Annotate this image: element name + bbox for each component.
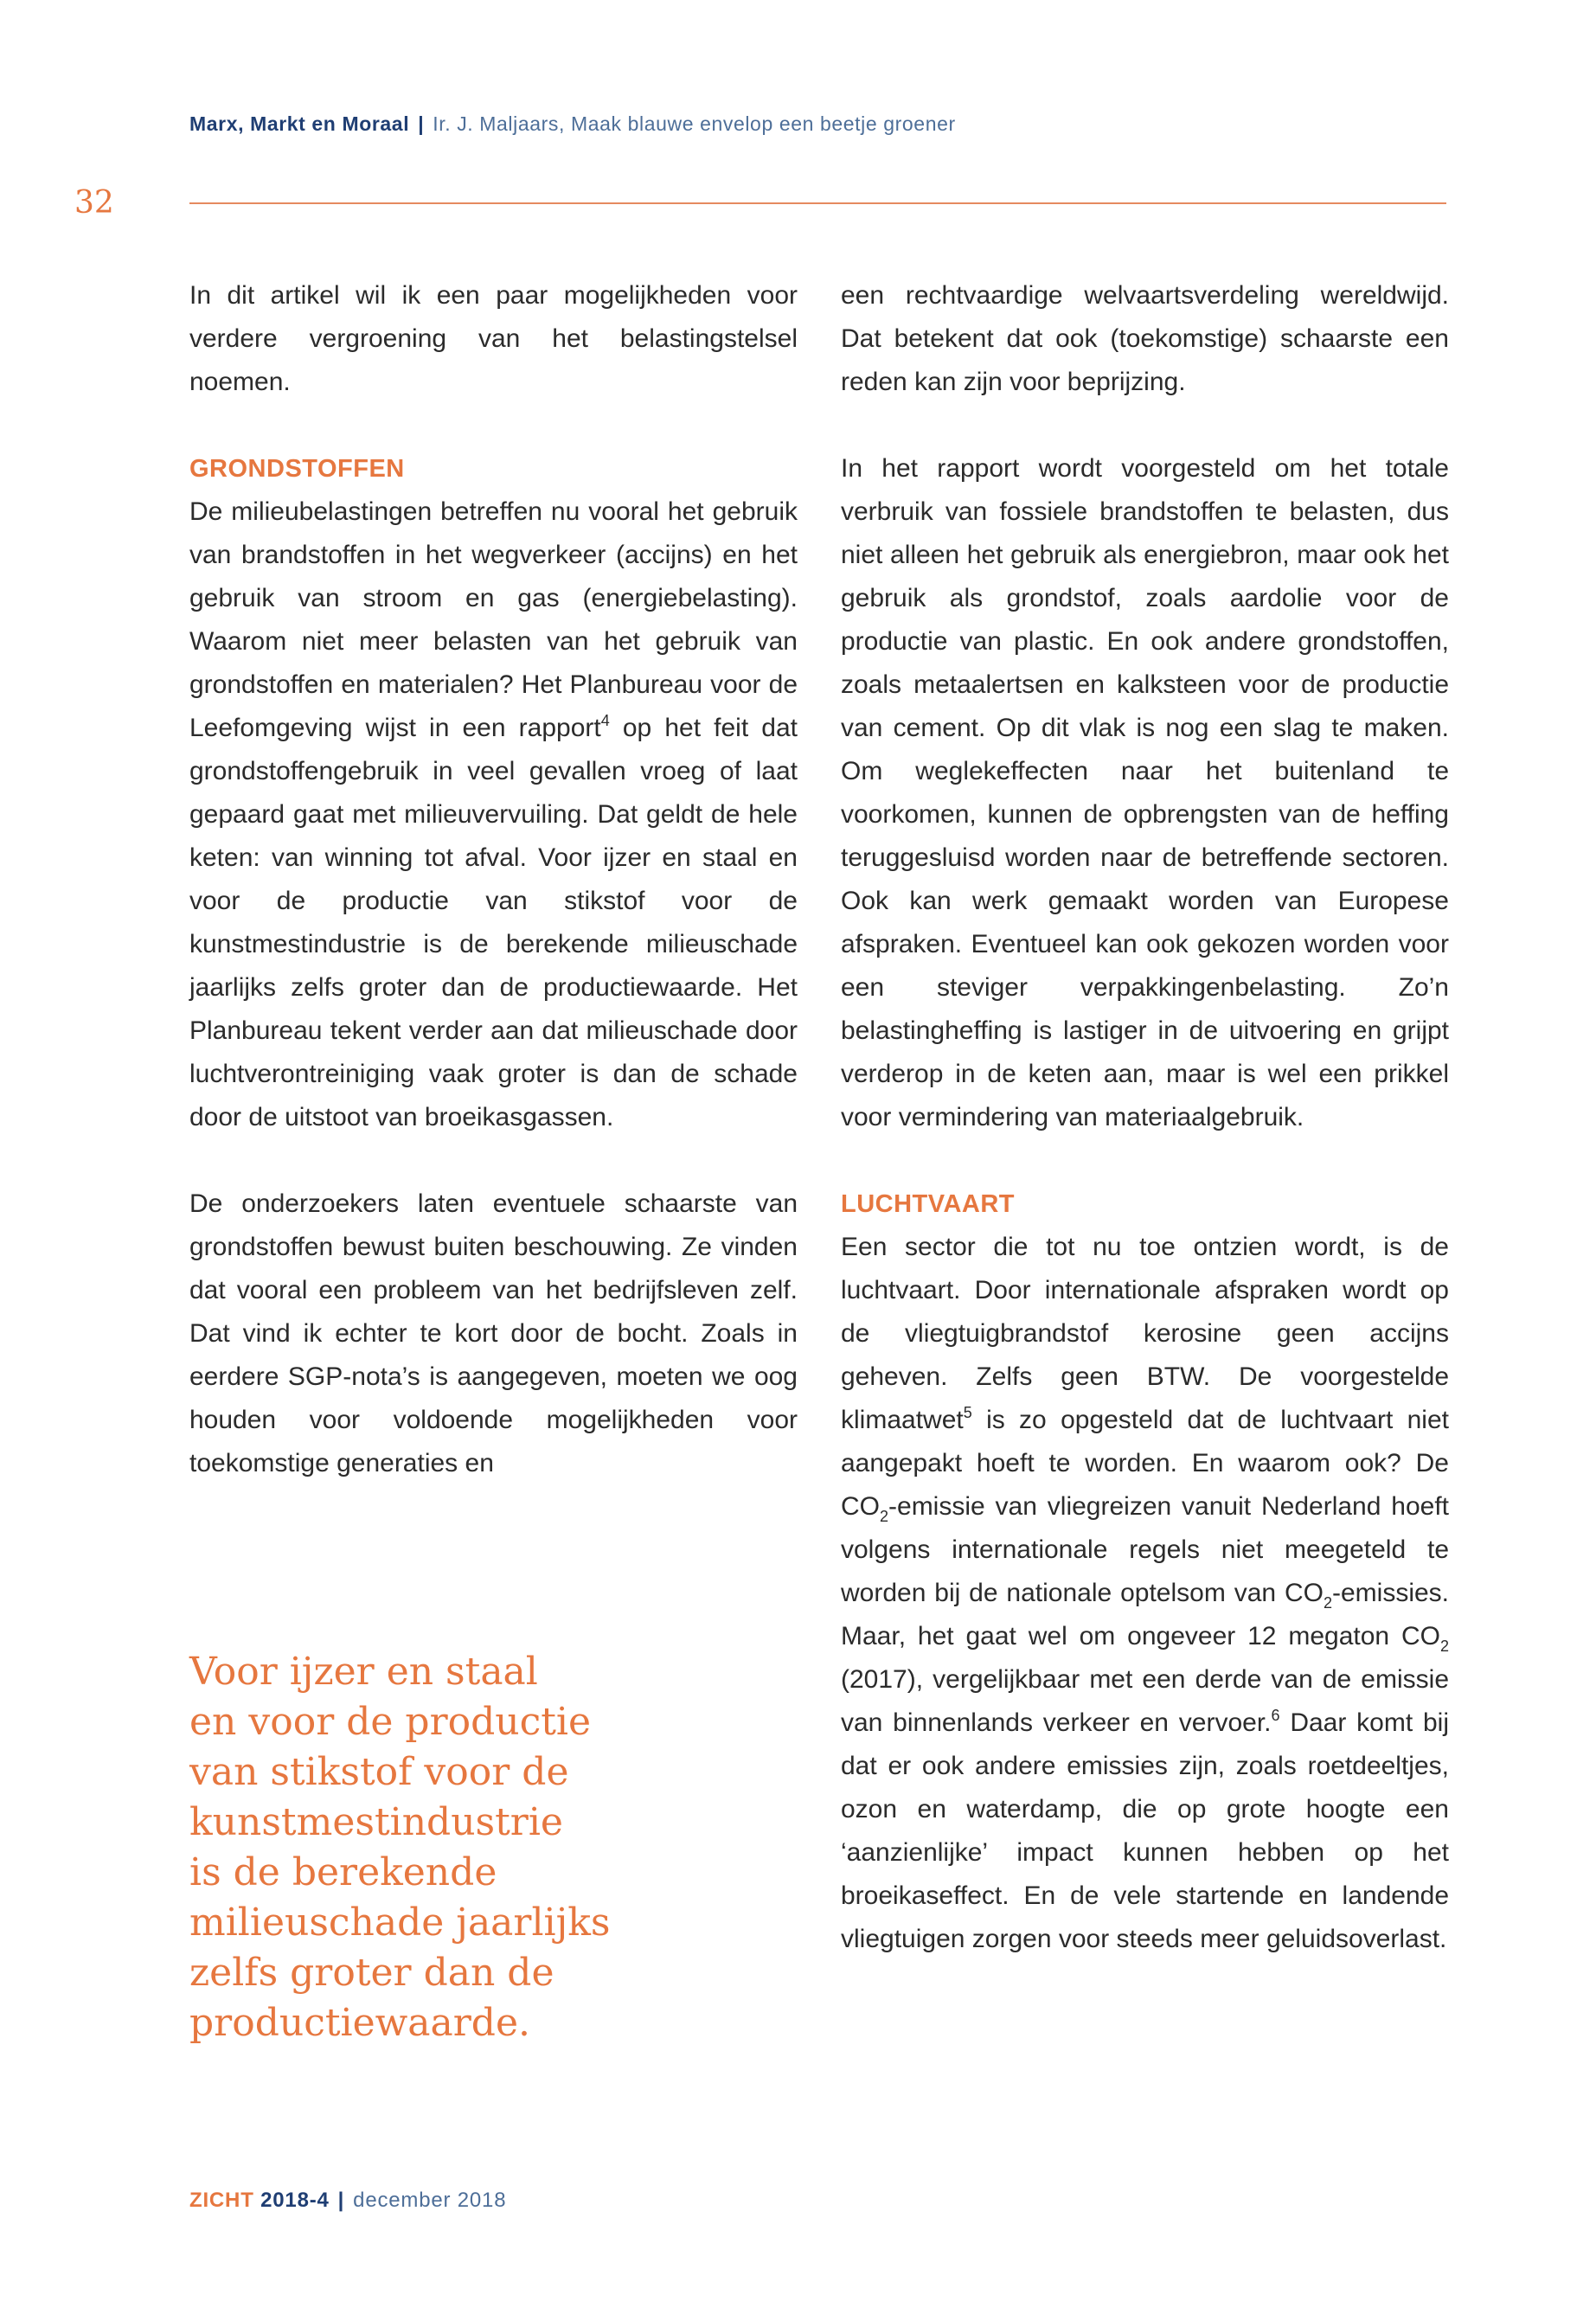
continuation-paragraph: een rechtvaardige welvaartsverdeling wereldwijd. Dat betekent dat ook (toekomstige) schaarste een reden kan zijn voor beprijzing. — [841, 281, 1449, 396]
grondstoffen-paragraph — [189, 490, 798, 1139]
right-column — [841, 274, 1449, 1961]
issue-number: 2018-4 — [260, 2189, 330, 2212]
luchtvaart-text-5: (2017), vergelijkbaar met een derde van de emissie van binnenlands verkeer en vervoer. — [841, 1665, 1449, 1737]
page-footer — [189, 2189, 506, 2213]
co2-subscript: 2 — [880, 1508, 889, 1525]
pull-quote-line: kunstmestindustrie — [189, 1800, 563, 1844]
rapport-paragraph: In het rapport wordt voorgesteld om het totale verbruik van fossiele brandstoffen te belasten, dus niet alleen het gebruik als energiebron, maar ook het gebruik als grondstof, zoals aardolie voor de productie van plastic. En ook andere grondstoffen, zoals metaalertsen en kalksteen voor de productie van cement. Op dit vlak is nog een slag te maken. Om weglekeffecten naar het buitenland te voorkomen, kunnen de opbrengsten van de heffing teruggesluisd worden naar de betreffende sectoren. Ook kan werk gemaakt worden van Europese afspraken. Eventueel kan ook gekozen worden voor een steviger verpakkingenbelasting. Zo’n belastingheffing is lastiger in de uitvoering en grijpt verderop in de keten aan, maar is wel een prikkel voor vermindering van materiaalgebruik. — [841, 454, 1449, 1131]
header-rule — [189, 202, 1446, 204]
pull-quote-line: van stikstof voor de — [189, 1750, 569, 1794]
co2-subscript: 2 — [1439, 1638, 1449, 1655]
magazine-name: ZICHT — [189, 2189, 254, 2212]
heading-grondstoffen: GRONDSTOFFEN — [189, 455, 405, 483]
footnote-ref-6[interactable]: 6 — [1271, 1707, 1280, 1724]
pull-quote-line: milieuschade jaarlijks — [189, 1900, 611, 1945]
luchtvaart-text-6: Daar komt bij dat er ook andere emissies zijn, zoals roetdeeltjes, ozon en waterdamp, die op grote hoogte een ‘aanzienlijke’ impact kunnen hebben op het broeikaseffect. En de vele startende en landende vliegtuigen zorgen voor steeds meer geluidsoverlast. — [841, 1708, 1449, 1953]
pull-quote-line: zelfs groter dan de — [189, 1951, 554, 1995]
footer-separator: | — [337, 2189, 345, 2212]
pull-quote-line: Voor ijzer en staal — [189, 1650, 538, 1694]
header-separator: | — [418, 112, 425, 135]
footnote-ref-5[interactable]: 5 — [963, 1404, 972, 1421]
pull-quote-line: productiewaarde. — [189, 2001, 530, 2045]
series-title: Marx, Markt en Moraal — [189, 112, 410, 135]
grondstoffen-text-a: De milieubelastingen betreffen nu vooral het gebruik van brandstoffen in het wegverkeer (accijns) en het gebruik van stroom en gas (energiebelasting). Waarom niet meer belasten van het gebruik van grondstoffen en materialen? Het Planbureau voor de Leefomgeving wijst in een rapport — [189, 497, 798, 742]
running-header — [189, 112, 1452, 136]
luchtvaart-text-1: Een sector die tot nu toe ontzien wordt, is de luchtvaart. Door internationale afspraken wordt op de vliegtuigbrandstof kerosine geen accijns geheven. Zelfs geen BTW. De voorgestelde klimaatwet — [841, 1233, 1449, 1434]
co2-subscript: 2 — [1323, 1594, 1332, 1612]
issue-date: december 2018 — [353, 2189, 507, 2212]
footnote-ref-4[interactable]: 4 — [600, 712, 610, 729]
schaarste-paragraph: De onderzoekers laten eventuele schaarste van grondstoffen bewust buiten beschouwing. Ze vinden dat vooral een probleem van het bedrijfsleven zelf. Dat vind ik echter te kort door de bocht. Zoals in eerdere SGP-nota’s is aangegeven, moeten we oog houden voor voldoende mogelijkheden voor toekomstige generaties en — [189, 1189, 798, 1477]
pull-quote-line: is de berekende — [189, 1850, 497, 1894]
luchtvaart-text-4: -emissies. Maar, het gaat wel om ongeveer 12 megaton CO — [841, 1579, 1449, 1650]
heading-luchtvaart: LUCHTVAART — [841, 1190, 1015, 1218]
luchtvaart-text-2: is zo opgesteld dat de luchtvaart niet aangepakt hoeft te worden. En waarom ook? De CO — [841, 1406, 1449, 1521]
page-number: 32 — [74, 185, 114, 221]
intro-paragraph: In dit artikel wil ik een paar mogelijkheden voor verdere vergroening van het belastingstelsel noemen. — [189, 281, 798, 396]
grondstoffen-text-b: op het feit dat grondstoffengebruik in veel gevallen vroeg of laat gepaard gaat met milieuvervuiling. Dat geldt de hele keten: van winning tot afval. Voor ijzer en staal en voor de productie van stikstof voor de kunstmestindustrie is de berekende milieuschade jaarlijks zelfs groter dan de productiewaarde. Het Planbureau tekent verder aan dat milieuschade door luchtverontreiniging vaak groter is dan de schade door de uitstoot van broeikasgassen. — [189, 714, 798, 1131]
pull-quote — [189, 1647, 743, 2048]
pull-quote-line: en voor de productie — [189, 1700, 592, 1744]
article-title: Ir. J. Maljaars, Maak blauwe envelop een beetje groener — [433, 112, 956, 135]
luchtvaart-paragraph — [841, 1226, 1449, 1961]
luchtvaart-text-3: -emissie van vliegreizen vanuit Nederland hoeft volgens internationale regels niet meegeteld te worden bij de nationale optelsom van CO — [841, 1492, 1449, 1607]
left-column — [189, 274, 798, 1485]
